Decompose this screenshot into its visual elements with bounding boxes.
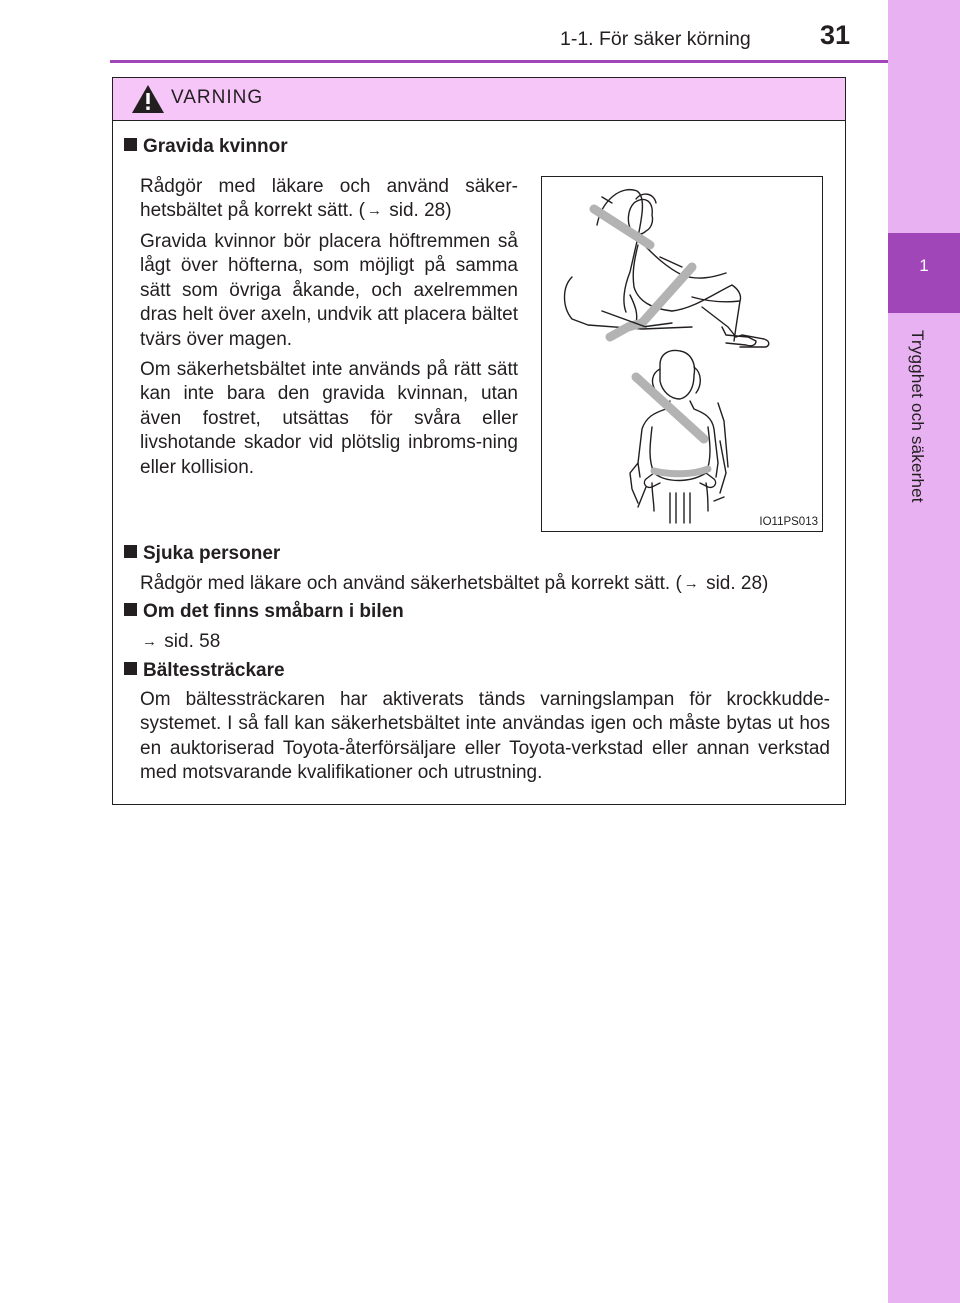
section-heading-pretensioner: Bältessträckare	[124, 660, 285, 682]
page-number: 31	[820, 20, 851, 50]
chapter-number: 1	[919, 256, 929, 275]
paragraph-pretensioner: Om bältessträckaren har aktiverats tänds varningslampan för krockkudde-systemet. I så fall kan säkerhetsbältet inte användas igen och måste bytas ut hos en auktoriserad Toyota-återförsäljare eller Toyota-verkstad eller annan verkstad med motsvarande kvalifikationer och utrustning.	[140, 689, 830, 784]
chapter-title: Trygghet och säkerhet	[908, 330, 927, 503]
warning-box	[112, 77, 846, 805]
bullet-square-icon	[124, 603, 137, 616]
paragraph-pregnant-risk: Om säkerhetsbältet inte används på rätt sätt kan inte bara den gravida kvinnan, utan även fostret, utsättas för svåra eller livshotande skador vid plötslig inbroms-ning eller kollision.	[140, 359, 518, 478]
bullet-square-icon	[124, 545, 137, 558]
arrow-right-icon: →	[142, 633, 157, 650]
paragraph-pregnant-belt-position: Gravida kvinnor bör placera höftremmen så lågt över höfterna, som möjligt på samma sätt som övriga åkande, och axelremmen dras helt över axeln, undvik att placera bältet tvärs över magen.	[140, 231, 518, 350]
section-heading-sick: Sjuka personer	[124, 543, 280, 565]
header-section-title: 1-1. För säker körning	[560, 28, 751, 50]
bullet-square-icon	[124, 662, 137, 675]
paragraph-children-ref: → sid. 58	[140, 630, 830, 654]
warning-header	[113, 78, 845, 121]
warning-title: VARNING	[171, 87, 264, 108]
paragraph-pregnant-consult: Rådgör med läkare och använd säker-hetsbältet på korrekt sätt. ( → sid. 28)	[140, 175, 518, 224]
bullet-square-icon	[124, 138, 137, 151]
pregnant-woman-seatbelt-illustration	[542, 177, 821, 530]
pregnant-seatbelt-figure	[541, 176, 823, 532]
header-rule	[110, 60, 888, 63]
paragraph-sick-consult: Rådgör med läkare och använd säkerhetsbältet på korrekt sätt. ( → sid. 28)	[140, 572, 830, 596]
figure-code: IO11PS013	[759, 516, 818, 528]
arrow-right-icon: →	[683, 575, 699, 592]
arrow-right-icon: →	[366, 202, 382, 220]
warning-triangle-icon	[131, 84, 165, 114]
section-heading-children: Om det finns småbarn i bilen	[124, 601, 404, 623]
section-heading-pregnant: Gravida kvinnor	[124, 136, 288, 158]
chapter-side-strip	[888, 0, 960, 1303]
